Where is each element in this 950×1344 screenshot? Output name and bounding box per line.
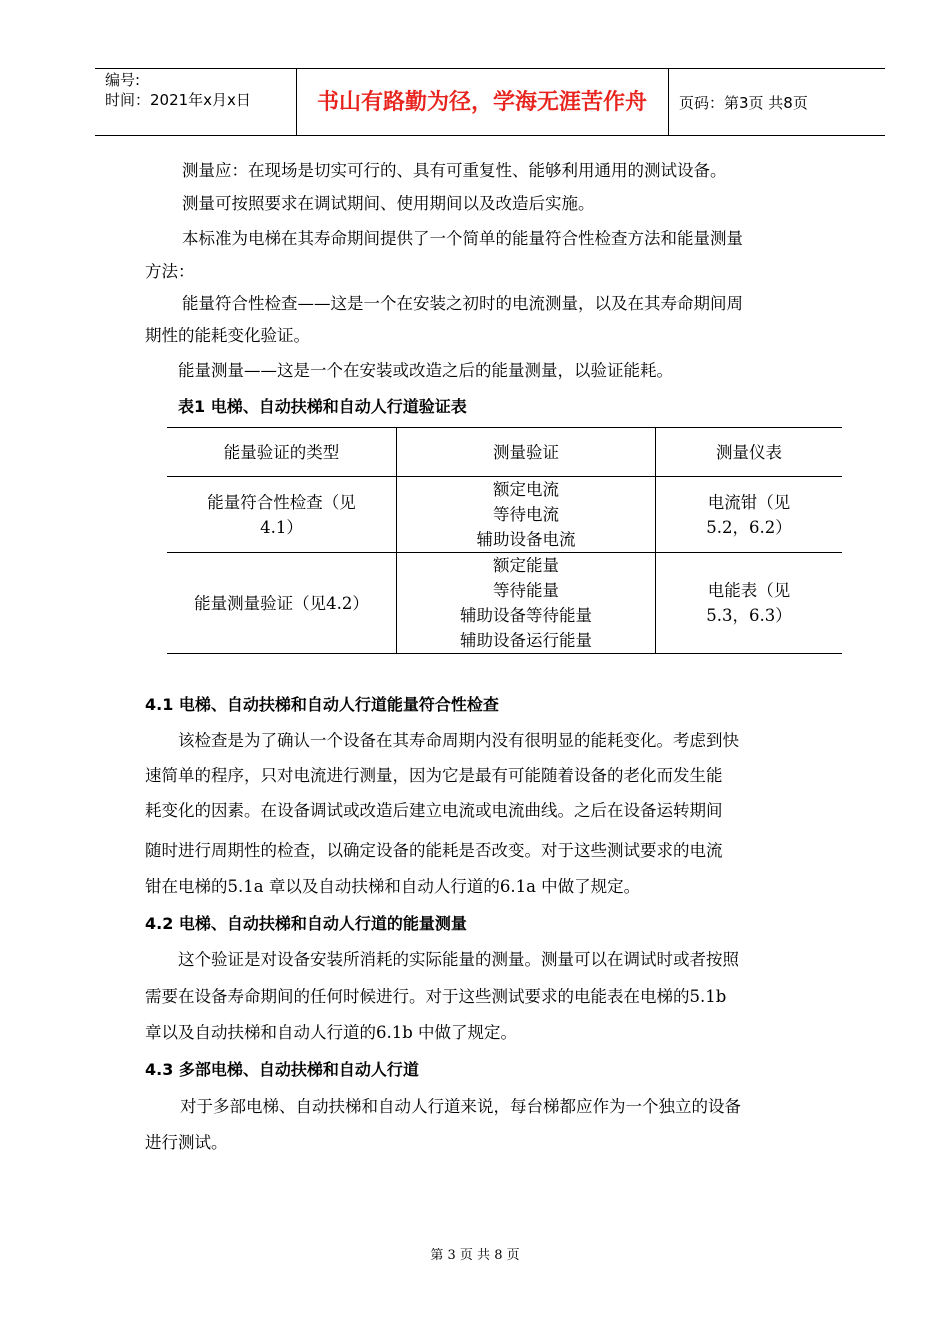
cell-text: 辅助设备运行能量 <box>460 631 592 650</box>
cell-text: 电流钳（见 <box>707 492 791 512</box>
section-4-3-line: 对于多部电梯、自动扶梯和自动人行道来说，每台梯都应作为一个独立的设备 <box>180 1097 741 1116</box>
cell-text: 能量符合性检查（见 <box>207 492 356 512</box>
section-4-2-title: 4.2 电梯、自动扶梯和自动人行道的能量测量 <box>145 914 467 933</box>
section-4-3-title: 4.3 多部电梯、自动扶梯和自动人行道 <box>145 1060 419 1079</box>
serial-number-label: 编号: <box>105 71 141 89</box>
date-label: 时间：2021年x月x日 <box>105 91 251 109</box>
header-divider-right <box>668 68 669 135</box>
table-caption: 表1 电梯、自动扶梯和自动人行道验证表 <box>178 397 467 416</box>
section-4-2-line: 章以及自动扶梯和自动人行道的6.1b 中做了规定。 <box>145 1023 518 1042</box>
cell-text: 额定能量 <box>493 556 559 575</box>
header-motto: 书山有路勤为径，学海无涯苦作舟 <box>316 90 647 115</box>
header-bottom-rule <box>95 135 885 136</box>
cell-text: 辅助设备等待能量 <box>460 606 592 625</box>
cell-text: 5.3，6.3） <box>706 606 792 625</box>
cell-text: 等待能量 <box>493 581 559 600</box>
cell-text: 额定电流 <box>493 480 559 499</box>
table-header-row <box>167 428 842 477</box>
paragraph-measurement-requirement: 测量应：在现场是切实可行的、具有可重复性、能够利用通用的测试设备。 <box>182 161 727 180</box>
section-4-1-line: 耗变化的因素。在设备调试或改造后建立电流或电流曲线。之后在设备运转期间 <box>145 801 723 820</box>
section-4-1-line: 速简单的程序，只对电流进行测量，因为它是最有可能随着设备的老化而发生能 <box>145 766 723 785</box>
cell-text: 辅助设备电流 <box>476 530 576 549</box>
table-header-verification: 测量验证 <box>397 428 656 477</box>
section-4-2-line: 需要在设备寿命期间的任何时候进行。对于这些测试要求的电能表在电梯的5.1b <box>145 987 727 1006</box>
table-cell-verification <box>397 553 656 654</box>
section-4-3-line: 进行测试。 <box>145 1133 228 1152</box>
section-4-1-line: 该检查是为了确认一个设备在其寿命周期内没有很明显的能耗变化。考虑到快 <box>178 731 739 750</box>
page-number-label: 页码：第3页 共8页 <box>679 94 808 112</box>
cell-text: 5.2，6.2） <box>706 517 792 537</box>
cell-text: 电能表（见 <box>707 581 791 600</box>
cell-text: 等待电流 <box>493 505 559 524</box>
section-4-1-line: 随时进行周期性的检查，以确定设备的能耗是否改变。对于这些测试要求的电流 <box>145 841 723 860</box>
paragraph-energy-measurement: 能量测量——这是一个在安装或改造之后的能量测量，以验证能耗。 <box>178 361 673 380</box>
table-header-type: 能量验证的类型 <box>167 428 397 477</box>
table-cell-type <box>167 553 397 654</box>
table-cell-type <box>167 477 397 553</box>
table-cell-instrument <box>656 553 843 654</box>
paragraph-measurement-timing: 测量可按照要求在调试期间、使用期间以及改造后实施。 <box>182 194 595 213</box>
paragraph-standard-line2: 方法： <box>145 262 195 281</box>
footer-page-number: 第 3 页 共 8 页 <box>430 1248 520 1263</box>
cell-text: 能量测量验证（见4.2） <box>194 593 369 613</box>
section-4-1-line: 钳在电梯的5.1a 章以及自动扶梯和自动人行道的6.1a 中做了规定。 <box>145 877 641 896</box>
section-4-2-line: 这个验证是对设备安装所消耗的实际能量的测量。测量可以在调试时或者按照 <box>178 950 739 969</box>
header-top-rule <box>95 68 885 69</box>
table-row <box>167 553 842 654</box>
paragraph-conformity-line1: 能量符合性检查——这是一个在安装之初时的电流测量，以及在其寿命期间周 <box>182 294 743 313</box>
section-4-1-title: 4.1 电梯、自动扶梯和自动人行道能量符合性检查 <box>145 695 499 714</box>
table-header-instrument: 测量仪表 <box>656 428 843 477</box>
verification-table <box>167 427 842 654</box>
cell-text: 4.1） <box>260 517 303 537</box>
paragraph-standard-line1: 本标准为电梯在其寿命期间提供了一个简单的能量符合性检查方法和能量测量 <box>182 229 743 248</box>
paragraph-conformity-line2: 期性的能耗变化验证。 <box>145 326 310 345</box>
table-cell-instrument <box>656 477 843 553</box>
table-cell-verification <box>397 477 656 553</box>
table-row <box>167 477 842 553</box>
